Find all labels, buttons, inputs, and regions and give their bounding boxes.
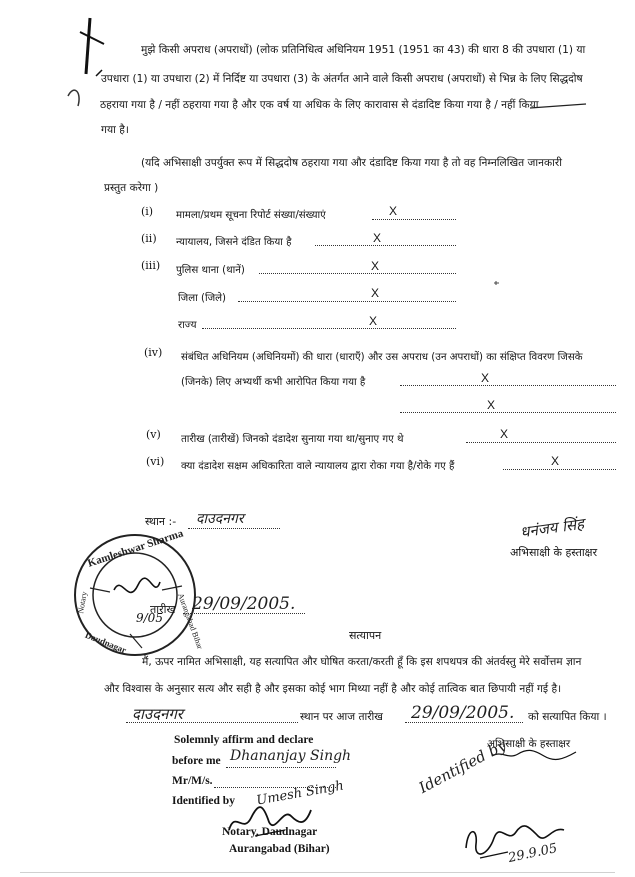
item-label: (जिनके) लिए अभ्यर्थी कभी आरोपित किया गया है [181,377,366,388]
item-number: (i) [141,205,154,218]
notary-line6: Aurangabad (Bihar) [229,843,330,855]
para2-line1: (यदि अभिसाक्षी उपर्युक्त रूप में सिद्धदोष ठहराया गया और दंडादिष्ट किया गया है तो वह निम्नलिखित जानकारी [141,157,562,169]
para1-line4: गया है। [101,124,129,136]
item-value: X [481,371,490,385]
item-value: X [369,314,378,328]
stray-mark [493,280,501,286]
item-value: X [500,427,509,441]
svg-text:Kamleshwar Sharma: Kamleshwar Sharma [86,527,185,570]
deponent-signature: धनंजय सिंह [519,514,586,542]
verification-line2: और विश्वास के अनुसार सत्य और सही है और इसका कोई भाग मिथ्या नहीं है और कोई तात्विक बात छिपायी नहीं गई है। [104,683,562,695]
svg-text:Aurangabad Bihar: Aurangabad Bihar [176,591,205,651]
strike-mark [530,102,590,112]
date-value: 29/09/2005. [192,594,296,614]
svg-text:Notary: Notary [76,590,89,615]
deponent-signature-caption-2: अभिसाक्षी के हस्ताक्षर [487,738,571,750]
item-label: राज्य [178,320,197,331]
item-label: न्यायालय, जिसने दंडित किया है [176,237,292,248]
item-number: (iv) [144,346,163,359]
verification-place: दाउदनगर [132,705,183,723]
notary-before-me: before me [172,755,221,767]
notary-before-me-name: Dhananjay Singh [230,748,352,764]
verification-line3-end: को सत्यापित किया । [528,711,607,723]
item-number: (iii) [141,259,161,272]
identified-by-handwritten: Identified by [415,735,510,797]
para1-line1: मुझे किसी अपराध (अपराधों) (लोक प्रतिनिधित्व अधिनियम 1951 (1951 का 43) की धारा 8 की उपधारा (1) या [141,44,586,56]
verification-line3-mid: स्थान पर आज तारीख [300,711,383,723]
para1-line3: ठहराया गया है / नहीं ठहराया गया है और एक वर्ष या अधिक के लिए कारावास से दंडादिष्ट किया गया है / नहीं किया [100,99,539,111]
item-value: X [373,231,382,245]
date-label: तारीख [150,603,176,616]
item-value: X [389,204,398,218]
notary-line5: Notary, Daudnagar [222,826,318,838]
item-label: क्या दंडादेश सक्षम अधिकारिता वाले न्यायालय द्वारा रोका गया है/रोके गए हैं [181,461,455,472]
item-value: X [371,259,380,273]
deponent-signature-caption: अभिसाक्षी के हस्ताक्षर [510,546,598,559]
item-label: पुलिस थाना (थानें) [176,265,245,276]
notary-stamp [70,527,205,660]
notary-mr-ms: Mr/M/s. [172,775,213,787]
notary-line1: Solemnly affirm and declare [174,734,314,746]
item-number: (vi) [146,455,165,468]
margin-marks [60,14,120,124]
item-label: संबंधित अधिनियम (अधिनियमों) की धारा (धाराएँ) और उस अपराध (उन अपराधों) का संक्षिप्त विवरण जिसके [181,352,583,363]
item-number: (v) [146,428,161,441]
item-number: (ii) [141,232,157,245]
para2-line2: प्रस्तुत करेगा ) [104,182,159,194]
place-value: दाउदनगर [196,511,244,527]
svg-text:Daudnagar: Daudnagar [83,629,128,656]
notary-identified-by: Identified by [172,795,235,807]
item-label: जिला (जिले) [178,293,227,304]
notary-identified-by-name: Umesh Singh [255,778,345,809]
item-label: मामला/प्रथम सूचना रिपोर्ट संख्या/संख्याएं [176,210,326,221]
item-value: X [551,454,560,468]
item-label: तारीख (तारीखें) जिनको दंडादेश सुनाया गया था/सुनाए गए थे [181,434,404,445]
verification-title: सत्यापन [349,629,382,642]
para1-line2: उपधारा (1) या उपधारा (2) में निर्दिष्ट या उपधारा (3) के अंतर्गत आने वाले किसी अपराध (अपराधों) से भिन्न के लिए सिद्धदोष [101,73,583,85]
item-value: X [371,286,380,300]
bottom-date: 29.9.05 [506,841,559,866]
verification-date: 29/09/2005. [411,703,515,723]
svg-text:9/05: 9/05 [136,611,163,625]
verification-line1: मैं, ऊपर नामित अभिसाक्षी, यह सत्यापित और घोषित करता/करती हूँ कि इस शपथपत्र की अंतर्वस्तु मेरे सर्वोत्तम ज्ञान [142,656,582,668]
scan-edge [20,872,615,873]
item-value: X [487,398,496,412]
place-label: स्थान :- [145,515,177,528]
